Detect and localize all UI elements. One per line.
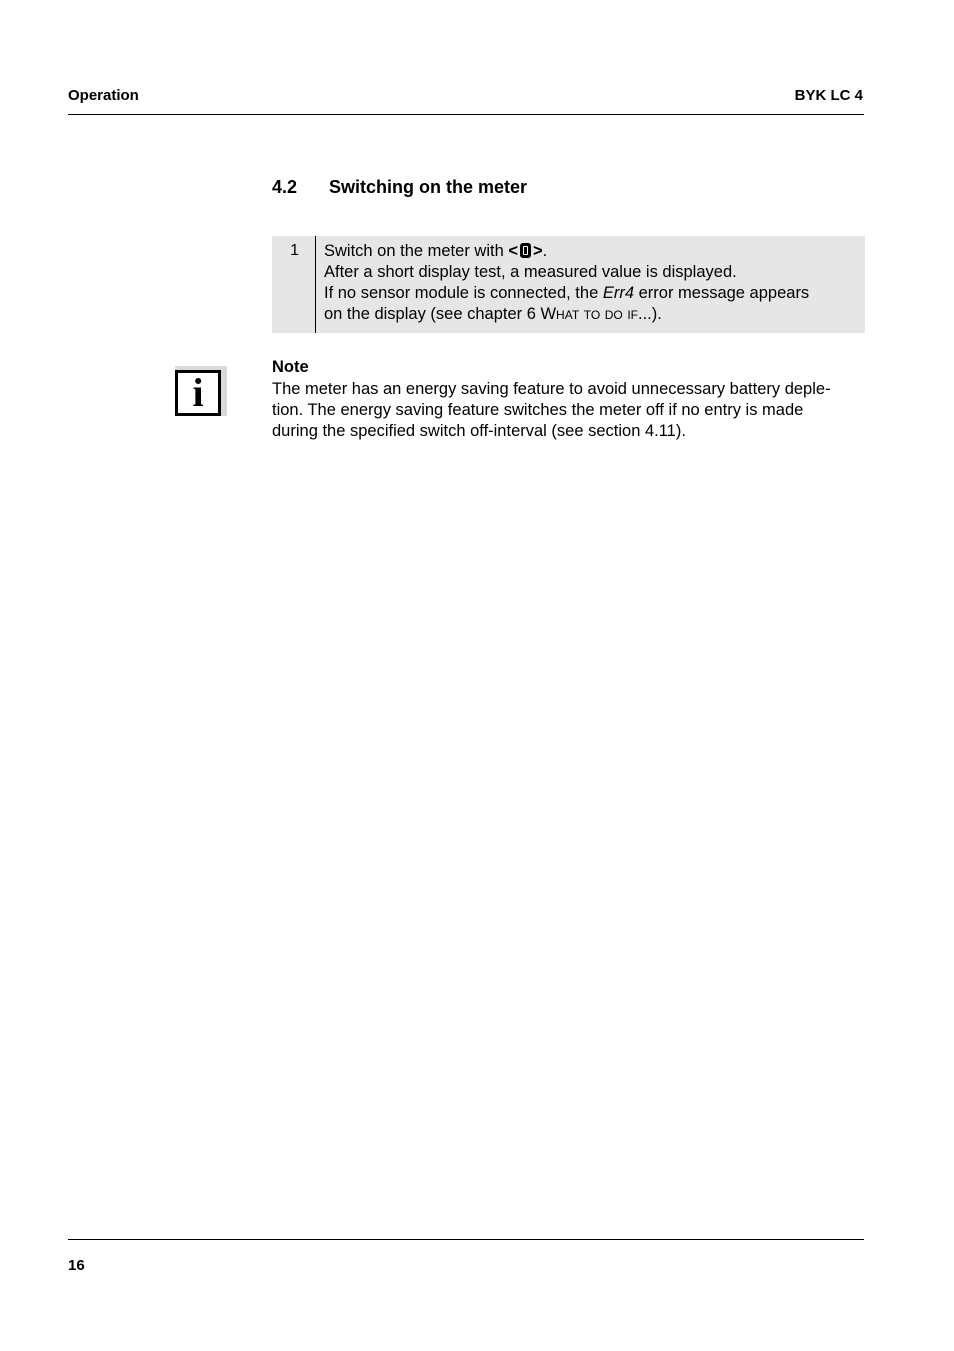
info-icon: i <box>175 370 221 416</box>
error-code: Err4 <box>602 284 635 302</box>
step-line-2: After a short display test, a measured value is displayed. <box>324 263 737 281</box>
step-line-3: If no sensor module is connected, the Err4 error message appears <box>324 284 810 302</box>
step-line-4: on the display (see chapter 6 What to do if...). <box>324 305 662 323</box>
running-header-section: Operation <box>68 87 139 104</box>
section-title: Switching on the meter <box>329 177 528 197</box>
note-body <box>272 379 867 442</box>
note-line: tion. The energy saving feature switches the meter off if no entry is made <box>272 401 804 419</box>
step-table <box>272 236 865 333</box>
note-line: during the specified switch off-interval (see section 4.11). <box>272 422 686 440</box>
step-instruction <box>316 236 809 333</box>
on-off-key-icon <box>520 243 531 258</box>
page-number: 16 <box>68 1257 85 1274</box>
chapter-reference: What to do if <box>540 305 639 323</box>
footer-rule <box>68 1239 864 1240</box>
info-icon-shadow <box>175 366 227 416</box>
step-number: 1 <box>272 236 316 333</box>
header-rule <box>68 114 864 115</box>
section-number: 4.2 <box>272 177 298 197</box>
section-heading <box>272 177 527 198</box>
note-title: Note <box>272 358 309 376</box>
running-header-product: BYK LC 4 <box>794 87 863 104</box>
note-line: The meter has an energy saving feature to avoid unnecessary battery deple- <box>272 380 831 398</box>
step-line-1: Switch on the meter with < >. <box>324 242 548 260</box>
